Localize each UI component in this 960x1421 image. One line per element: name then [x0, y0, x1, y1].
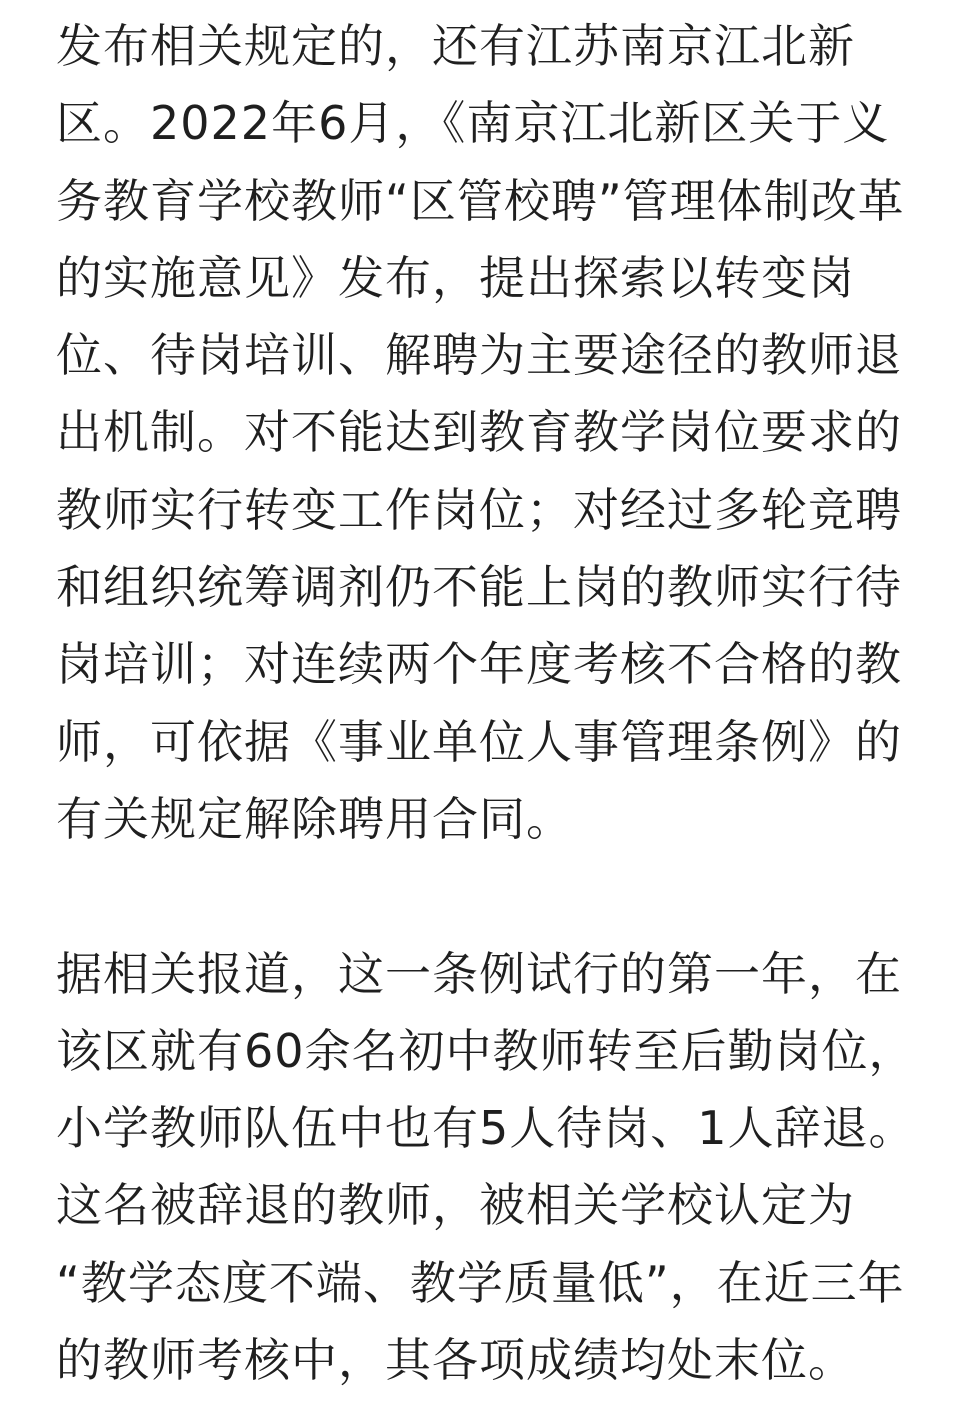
text-line: 出机制。对不能达到教育教学岗位要求的 — [56, 405, 902, 460]
text-line: 师，可依据《事业单位人事管理条例》的 — [56, 714, 902, 769]
text-line: 该区就有60余名初中教师转至后勤岗位， — [56, 1023, 916, 1078]
text-line: “教学态度不端、教学质量低”，在近三年 — [56, 1255, 905, 1310]
text-line: 据相关报道，这一条例试行的第一年，在 — [56, 946, 902, 1001]
text-line: 小学教师队伍中也有5人待岗、1人辞退。 — [56, 1101, 916, 1156]
text-line: 务教育学校教师“区管校聘”管理体制改革 — [56, 173, 905, 228]
text-line: 岗培训；对连续两个年度考核不合格的教 — [56, 637, 902, 692]
paragraph-spacer — [56, 858, 916, 935]
text-line: 区。2022年6月，《南京江北新区关于义 — [56, 96, 890, 151]
text-line: 有关规定解除聘用合同。 — [56, 791, 573, 846]
text-line: 发布相关规定的，还有江苏南京江北新 — [56, 19, 855, 73]
text-line: 这名被辞退的教师，被相关学校认定为 — [56, 1178, 855, 1233]
paragraph-1 — [56, 8, 916, 858]
paragraph-2 — [56, 936, 916, 1400]
text-line: 教师实行转变工作岗位；对经过多轮竞聘 — [56, 482, 902, 537]
text-line: 的实施意见》发布，提出探索以转变岗 — [56, 250, 855, 305]
text-line: 位、待岗培训、解聘为主要途径的教师退 — [56, 328, 902, 383]
text-line: 和组织统筹调剂仍不能上岗的教师实行待 — [56, 560, 902, 615]
article-body — [56, 8, 916, 1399]
text-line: 的教师考核中，其各项成绩均处末位。 — [56, 1333, 855, 1388]
